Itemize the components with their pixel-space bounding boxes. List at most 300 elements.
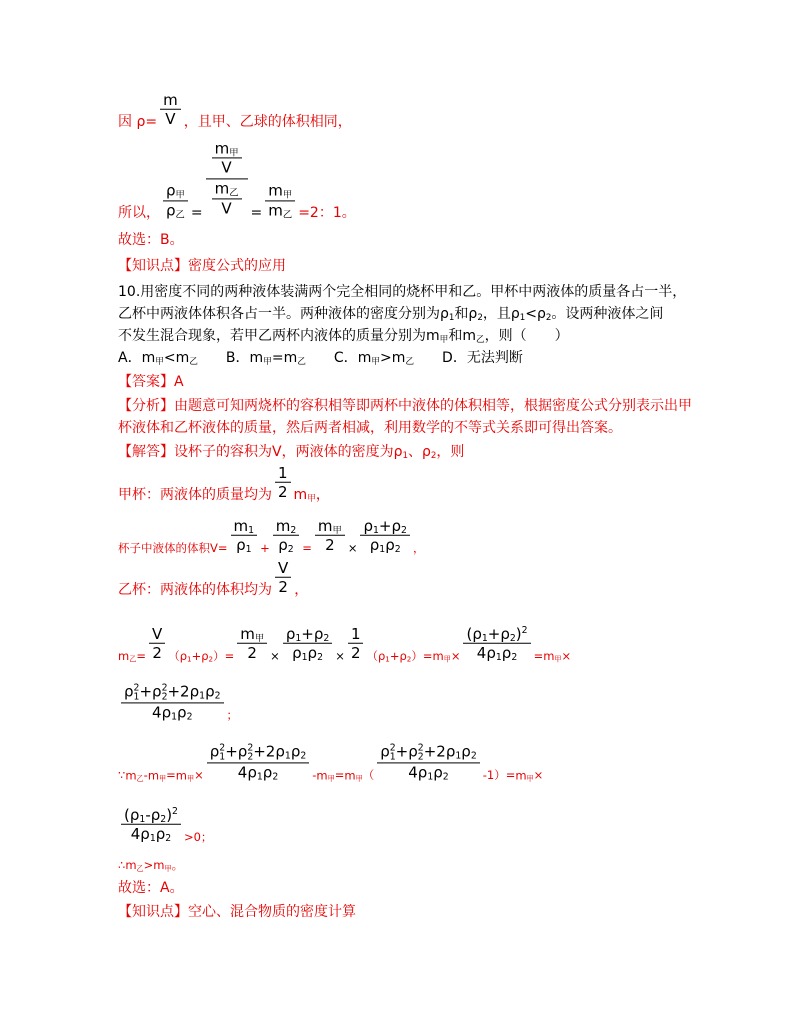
text-line-22: [118, 903, 356, 921]
math-run: [278, 536, 293, 554]
text-content: =: [190, 205, 203, 221]
text-content: <: [163, 350, 176, 366]
fraction-denominator: [273, 535, 300, 554]
math-symbol: ρ: [205, 682, 215, 701]
text-run: [118, 328, 426, 344]
text-run: [272, 350, 284, 366]
text-run: [392, 350, 414, 366]
text-content: ，且: [482, 306, 511, 322]
text-content: （: [366, 649, 378, 663]
math-symbol: ρ: [140, 825, 150, 843]
math-run: [156, 825, 171, 843]
math-run: [500, 625, 515, 643]
math-run: [131, 825, 141, 843]
text-content: ρ: [468, 306, 478, 322]
fraction: [348, 626, 364, 663]
math-run: [278, 559, 288, 577]
superscript: 2: [389, 742, 396, 754]
subscript: 甲: [229, 147, 239, 159]
subscript: 2: [477, 313, 483, 324]
subscript: 1: [402, 451, 408, 462]
text-run: [118, 487, 272, 503]
math-symbol: ρ: [247, 763, 257, 781]
text-content: m: [391, 350, 406, 366]
math-run: [166, 201, 185, 219]
text-content: ×: [194, 768, 204, 782]
math-symbol: ρ: [307, 644, 318, 662]
fraction-denominator: [231, 535, 258, 554]
text-content: m: [125, 768, 137, 782]
text-content: <: [525, 306, 537, 322]
text-content: =: [166, 768, 176, 782]
text-run: [172, 858, 184, 872]
fraction-denominator: [377, 762, 480, 781]
subscript: 2: [394, 544, 401, 556]
text-run: [294, 582, 308, 598]
subscript: 1: [219, 751, 226, 763]
subscript: 1: [199, 690, 206, 702]
text-run: [118, 350, 142, 366]
text-content: 乙杯：两液体的体积均为: [118, 582, 272, 598]
subscript: 1: [301, 652, 308, 664]
math-run: [363, 517, 378, 535]
subscript: 乙: [136, 773, 144, 783]
math-run: [308, 644, 323, 662]
text-content: 【答案】A: [118, 374, 184, 390]
fraction: [360, 518, 409, 555]
fraction: [231, 518, 258, 555]
fraction-numerator: [237, 626, 267, 643]
text-run: [562, 649, 572, 663]
math-symbol: ρ: [445, 742, 456, 761]
math-symbol: ρ: [161, 703, 172, 721]
text-content: D．无法判断: [414, 350, 523, 366]
math-run: [152, 644, 162, 662]
math-run: [408, 742, 424, 763]
subscript: 2: [442, 771, 449, 783]
math-symbol: m: [317, 516, 333, 535]
math-run: [268, 201, 292, 219]
math-symbol: 1: [278, 463, 288, 482]
math-run: [165, 110, 175, 128]
text-line-4: [118, 257, 286, 275]
text-line-1: [118, 92, 352, 131]
math-symbol: V: [221, 158, 232, 177]
math-run: [292, 644, 307, 662]
subscript: 乙: [297, 357, 306, 368]
math-symbol: ρ: [189, 682, 200, 701]
text-content: 【分析】由题意可知两烧杯的容积相等即两杯中液体的体积相等，根据密度公式分别表示出甲: [118, 398, 692, 414]
text-run: [118, 880, 184, 896]
text-content: m: [344, 768, 356, 782]
subscript: 2: [300, 750, 307, 762]
math-run: [446, 742, 461, 760]
subscript: 1: [133, 691, 140, 703]
text-run: [125, 768, 143, 782]
subscript: 1: [385, 654, 390, 664]
fraction-denominator: [275, 577, 291, 596]
text-run: [399, 649, 411, 663]
text-run: [468, 306, 482, 322]
text-run: [168, 649, 180, 663]
math-run: [276, 517, 297, 535]
math-symbol: m: [268, 181, 283, 200]
text-content: A．: [118, 350, 142, 366]
math-symbol: ρ: [369, 536, 380, 554]
text-content: ；: [226, 708, 239, 722]
text-content: ）=: [411, 649, 433, 663]
math-symbol: ρ: [129, 805, 140, 824]
subscript: 1: [245, 544, 252, 556]
math-symbol: ρ: [461, 742, 471, 761]
text-content: 乙杯中两液体体积各占一半。两种液体的密度分别为: [118, 306, 440, 322]
fraction: [275, 560, 291, 597]
math-symbol: m: [268, 201, 283, 219]
math-run: [278, 578, 288, 596]
text-line-12: [118, 443, 464, 461]
fraction-denominator: [463, 643, 530, 662]
text-run: [380, 350, 392, 366]
math-symbol: 4: [237, 763, 248, 781]
text-content: 、: [408, 444, 422, 460]
math-run: [240, 625, 264, 643]
text-content: m: [125, 858, 137, 872]
text-run: [118, 541, 228, 555]
math-symbol: +: [225, 742, 238, 761]
text-content: ρ: [399, 649, 407, 663]
text-run: [525, 306, 537, 322]
text-run: [118, 398, 692, 414]
subscript: 2: [214, 690, 221, 702]
math-symbol: ρ: [380, 742, 390, 761]
subscript: 甲: [554, 654, 562, 664]
fraction-denominator: [237, 643, 267, 662]
math-run: [275, 742, 290, 760]
math-run: [209, 742, 226, 763]
text-run: [436, 444, 464, 460]
math-run: [238, 763, 248, 781]
fraction-denominator: [315, 535, 345, 554]
math-symbol: ρ: [177, 703, 187, 721]
text-content: 。: [171, 858, 184, 872]
text-content: -: [143, 768, 148, 782]
math-symbol: m: [214, 179, 230, 198]
text-content: 和: [454, 306, 469, 322]
text-run: [184, 114, 352, 130]
math-symbol: m: [163, 90, 178, 109]
text-content: m: [147, 768, 160, 782]
superscript: 2: [417, 742, 424, 754]
fraction: [149, 626, 165, 663]
text-content: m: [283, 350, 298, 366]
subscript: 1: [171, 711, 178, 723]
text-run: [166, 768, 176, 782]
text-run: [366, 649, 378, 663]
text-content: m: [543, 649, 555, 663]
math-symbol: m: [240, 624, 255, 643]
subscript: 乙: [475, 335, 485, 346]
text-content: ρ: [510, 306, 520, 322]
subscript: 乙: [129, 654, 137, 664]
math-symbol: 2: [152, 644, 162, 662]
fraction: [315, 518, 345, 555]
subscript: 2: [545, 313, 552, 324]
subscript: 2: [290, 525, 297, 537]
text-line-7: [118, 327, 569, 345]
math-run: [163, 91, 178, 109]
fraction: [265, 183, 295, 220]
subscript: 甲: [282, 190, 293, 202]
text-run: [432, 649, 450, 663]
subscript: 甲: [371, 357, 380, 368]
text-content: =: [302, 541, 312, 555]
text-run: [451, 649, 461, 663]
text-content: >0；: [183, 830, 213, 844]
text-run: [483, 306, 511, 322]
text-run: [426, 328, 448, 344]
text-run: [184, 830, 212, 844]
text-run: [118, 258, 286, 274]
math-run: [314, 625, 329, 643]
text-content: =2：1。: [298, 205, 356, 221]
subscript: 2: [287, 544, 294, 556]
math-run: [215, 180, 239, 198]
text-content: m: [118, 649, 130, 663]
text-run: [316, 768, 334, 782]
text-content: >: [380, 350, 392, 366]
subscript: 乙: [282, 209, 293, 221]
text-line-17: [118, 683, 238, 724]
text-content: 故选：B。: [118, 232, 184, 248]
math-run: [424, 742, 446, 760]
math-symbol: V: [278, 558, 289, 577]
text-content: =: [533, 649, 544, 663]
text-run: [408, 444, 422, 460]
math-run: [486, 644, 501, 662]
text-run: [192, 649, 202, 663]
fraction: [212, 181, 242, 218]
fraction-numerator: [275, 560, 291, 577]
text-content: m: [175, 768, 187, 782]
math-run: [351, 625, 361, 643]
math-run: [379, 517, 392, 535]
math-run: [278, 483, 288, 501]
math-run: [152, 703, 162, 721]
text-run: [537, 306, 551, 322]
math-run: [221, 159, 231, 177]
text-run: [153, 858, 171, 872]
subscript: 2: [317, 652, 323, 664]
math-symbol: ρ: [278, 536, 288, 554]
text-run: [511, 306, 525, 322]
math-run: [472, 625, 487, 643]
text-run: [227, 708, 239, 722]
fraction: [283, 626, 332, 663]
math-symbol: ρ: [433, 763, 443, 781]
subscript: 甲: [332, 525, 342, 537]
math-symbol: +: [139, 682, 153, 701]
text-content: ×: [533, 768, 544, 782]
math-symbol: -: [145, 805, 151, 824]
text-line-3: [118, 231, 184, 249]
math-symbol: ρ: [363, 516, 373, 535]
subscript: 1: [481, 633, 488, 645]
fraction-numerator: [265, 183, 295, 200]
subscript: 1: [448, 313, 455, 324]
text-run: [454, 306, 468, 322]
math-run: [380, 742, 396, 763]
math-run: [139, 682, 152, 700]
subscript: 2: [430, 451, 437, 462]
text-run: [440, 306, 454, 322]
text-content: m: [141, 350, 156, 366]
text-run: [118, 444, 394, 460]
fraction-numerator: [212, 181, 242, 198]
subscript: 乙: [189, 357, 198, 368]
math-symbol: +: [301, 624, 314, 643]
text-content: ρ: [537, 306, 546, 322]
math-symbol: 2: [325, 536, 335, 554]
text-content: 因 ρ=: [118, 114, 158, 130]
math-run: [502, 644, 517, 662]
text-content: =: [271, 350, 284, 366]
text-run: [306, 350, 358, 366]
text-run: [142, 350, 164, 366]
subscript: 甲: [263, 357, 272, 368]
math-symbol: ρ: [262, 763, 273, 781]
subscript: 2: [165, 833, 172, 845]
text-content: ×: [450, 649, 461, 663]
text-run: [485, 328, 569, 344]
text-content: ρ: [377, 649, 386, 663]
math-symbol: ρ: [209, 742, 220, 761]
text-content: ρ: [440, 306, 449, 322]
fraction-numerator: [149, 626, 165, 643]
subscript: 乙: [229, 188, 239, 200]
fraction-denominator: [163, 200, 188, 219]
math-symbol: ρ: [166, 181, 176, 200]
text-content: ρ: [179, 649, 188, 663]
text-run: [118, 284, 686, 300]
text-run: [118, 374, 184, 390]
math-symbol: m: [275, 516, 291, 535]
subscript: 1: [284, 750, 291, 762]
subscript: 2: [406, 654, 412, 664]
text-line-16: [118, 626, 571, 665]
subscript: 乙: [405, 357, 415, 368]
math-symbol: 2: [278, 483, 288, 501]
text-content: >: [143, 858, 154, 872]
text-run: [378, 649, 390, 663]
math-symbol: ρ: [152, 682, 162, 701]
math-run: [205, 682, 220, 700]
text-run: [358, 350, 380, 366]
text-content: 和: [448, 328, 463, 344]
text-line-18: [118, 743, 543, 784]
text-run: [298, 205, 356, 221]
text-content: +: [260, 541, 270, 555]
text-run: [118, 649, 136, 663]
math-symbol: m: [214, 139, 230, 158]
text-run: [176, 350, 198, 366]
subscript: 1: [389, 751, 396, 763]
subscript: 1: [495, 652, 502, 664]
math-symbol: +: [487, 624, 501, 643]
text-content: +: [389, 649, 400, 663]
subscript: 1: [139, 814, 146, 826]
text-content: =: [250, 205, 263, 221]
text-run: [118, 232, 184, 248]
subscript: 甲: [155, 357, 164, 368]
math-symbol: ρ: [150, 805, 161, 824]
text-line-8: [118, 349, 523, 367]
math-run: [418, 763, 433, 781]
text-run: [543, 649, 561, 663]
math-symbol: ρ: [313, 624, 324, 643]
fraction-numerator: [207, 743, 310, 762]
text-run: [414, 350, 523, 366]
text-content: ρ: [393, 444, 403, 460]
text-content: m: [462, 328, 476, 344]
superscript: 2: [521, 625, 528, 637]
math-run: [370, 536, 385, 554]
math-run: [130, 806, 145, 824]
math-run: [268, 182, 292, 200]
text-content: m: [426, 328, 440, 344]
math-symbol: ρ: [236, 536, 246, 554]
subscript: 甲: [327, 773, 335, 783]
math-symbol: ρ: [155, 825, 166, 843]
text-run: [194, 768, 204, 782]
math-symbol: ρ: [275, 742, 285, 761]
subscript: 1: [248, 525, 255, 537]
fraction: [275, 465, 291, 502]
text-content: 杯液体和乙杯液体的质量，然后两者相减，利用数学的不等式关系即可得出答案。: [118, 420, 622, 436]
text-content: m: [432, 649, 444, 663]
fraction-numerator: [275, 465, 291, 482]
math-symbol: ): [166, 805, 173, 824]
text-run: [118, 306, 440, 322]
subscript: 2: [161, 691, 168, 703]
text-content: m: [316, 768, 328, 782]
text-content: ，且甲、乙球的体积相同，: [183, 114, 352, 130]
text-run: [144, 858, 154, 872]
fraction-numerator: [348, 626, 364, 643]
math-symbol: ρ: [285, 624, 296, 643]
text-content: ×: [347, 541, 358, 555]
text-content: ∴: [118, 858, 126, 872]
fraction-denominator: [212, 158, 242, 177]
subscript: 2: [272, 771, 279, 783]
fraction-denominator: [275, 482, 291, 501]
text-run: [363, 768, 375, 782]
subscript: 甲: [164, 863, 172, 873]
text-run: [250, 350, 272, 366]
subscript: 甲: [254, 633, 265, 645]
subscript: 甲: [186, 773, 195, 783]
text-content: 故选：A。: [118, 880, 184, 896]
math-symbol: ρ: [124, 682, 134, 701]
text-content: 。设两种液体之间: [551, 306, 664, 322]
text-run: [302, 541, 312, 555]
text-run: [335, 649, 345, 663]
subscript: 2: [186, 711, 193, 723]
fraction-numerator: [121, 807, 181, 824]
text-line-15: [118, 560, 308, 599]
fraction-numerator: [121, 683, 224, 702]
text-line-19: [118, 807, 212, 846]
math-run: [351, 644, 361, 662]
